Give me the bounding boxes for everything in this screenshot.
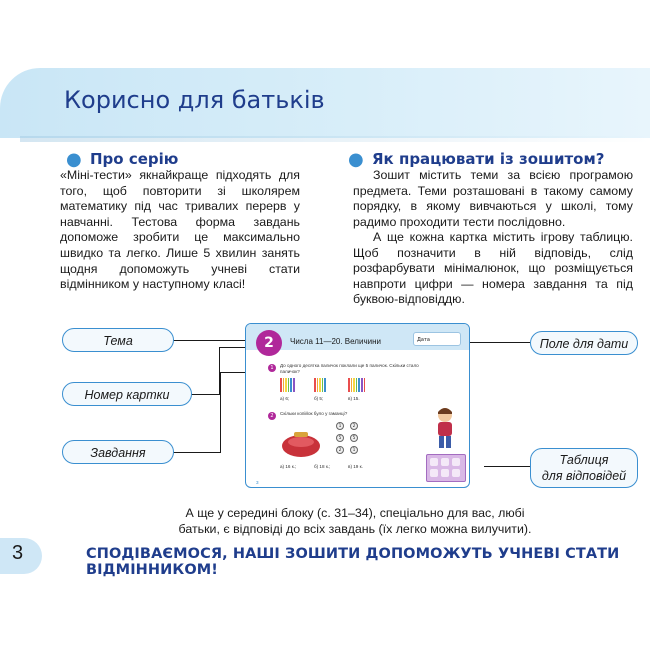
connector-date [460,342,530,343]
label-date-field: Поле для дати [530,331,638,355]
card-page-number: 3 [256,480,259,485]
boy-figure-icon [432,406,458,450]
sample-card [245,323,470,488]
sticks-group-a [280,378,295,392]
task1-option-c: в) 15. [348,396,360,401]
task1-option-a: а) 6; [280,396,290,401]
about-series-title [66,149,179,170]
task1-number: 1 [268,364,276,372]
slogan: СПОДІВАЄМОСЯ, НАШІ ЗОШИТИ ДОПОМОЖУТЬ УЧНЕВІ СТАТИ ВІДМІННИКОМ! [86,546,620,578]
label-task: Завдання [62,440,174,464]
label-answer-table: Таблиця для відповідей [530,448,638,488]
card-date-field: Дата [413,332,461,346]
footnote-text: А ще у середині блоку (с. 31–34), спеціально для вас, любі батьки, є відповіді до всіх завдань (їх легко можна вилучити). [178,506,532,536]
task2-option-a: а) 16 к.; [280,464,297,469]
how-to-title [348,149,605,170]
about-series-text: «Міні-тести» якнайкраще підходять для того, щоб повторити зі школярем математику під час тривалих перерв у навчанні. Тестова форма завдань допоможе зробити це максимально швидко та легко. Лише 5 хвилин занять щодня допоможуть учневі стати відмінником у наступному класі! [60,168,300,292]
coin-icon: 5 [336,434,344,442]
page-number: 3 [12,542,24,564]
how-to-text-2: А ще кожна картка містить ігрову таблицю. Щоб позначити в ній відповідь, слід розфарбувати мінімалюнок, що розміщується навпроти цифри — номера завдання та під буквою-відповіддю. [353,230,633,307]
coin-icon: 2 [336,446,344,454]
task2-number: 2 [268,412,276,420]
task1-text: До одного десятка паличок поклали ще 5 паличок. Скільки стало паличок? [280,363,419,374]
label-topic: Тема [62,328,174,352]
connector-task-h [170,452,220,453]
task2-text: Скільки копійок було у гаманці? [280,411,348,416]
coin-icon: 1 [350,446,358,454]
header-shadow [20,136,650,142]
answer-table [426,454,466,482]
connector-card-number-h [190,394,220,395]
bullet-icon: ● [66,149,82,170]
connector-task-v [220,372,221,453]
page-title: Корисно для батьків [64,86,325,114]
task2-option-c: в) 19 к. [348,464,363,469]
task2-option-b: б) 18 к.; [314,464,331,469]
sticks-group-b [314,378,326,392]
purse-icon [280,428,322,458]
coin-icon: 5 [350,434,358,442]
about-series-title-text: Про серію [90,150,179,168]
label-card-number: Номер картки [62,382,192,406]
sticks-group-c [348,378,365,392]
task1-option-b: б) 5; [314,396,324,401]
how-to-title-text: Як працювати із зошитом? [372,150,605,168]
bullet-icon: ● [348,149,364,170]
coin-icon: 1 [336,422,344,430]
connector-answers [484,466,530,467]
coin-icon: 2 [350,422,358,430]
card-number-badge: 2 [256,330,282,356]
card-topic-title: Числа 11—20. Величини [290,337,381,346]
how-to-text-1: Зошит містить теми за всією програмою предмета. Теми розташовані в такому самому порядку, в якому вивчаються у школі, тому радимо проходити тести послідовно. [353,168,633,229]
